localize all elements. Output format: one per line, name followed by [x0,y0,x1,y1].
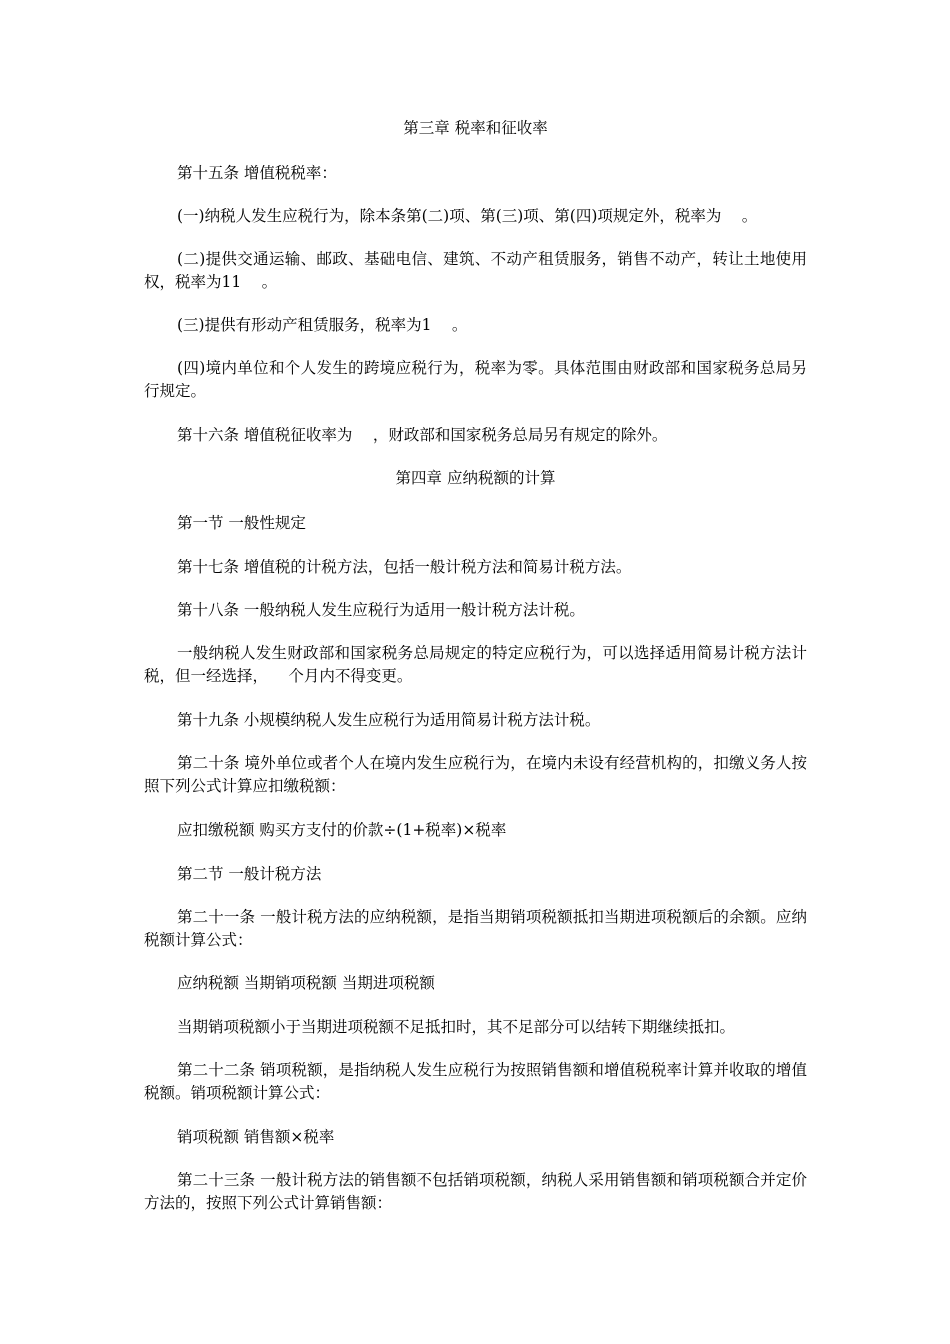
paragraph-article-18: 第十八条 一般纳税人发生应税行为适用一般计税方法计税。 [177,601,585,619]
paragraph-article-21: 第二十一条 一般计税方法的应纳税额，是指当期销项税额抵扣当期进项税额后的余额。应纳税额计算公式： [144,908,807,949]
section-1-title: 第一节 一般性规定 [177,514,306,532]
paragraph-carry-forward: 当期销项税额小于当期进项税额不足抵扣时，其不足部分可以结转下期继续抵扣。 [177,1018,736,1036]
formula-output-tax: 销项税额 销售额×税率 [177,1128,335,1146]
paragraph-rate-item-3: (三)提供有形动产租赁服务，税率为1 。 [177,316,468,334]
paragraph-rate-item-2: (二)提供交通运输、邮政、基础电信、建筑、不动产租赁服务，销售不动产，转让土地使用权，税率为11 。 [144,250,807,291]
paragraph-article-20: 第二十条 境外单位或者个人在境内发生应税行为，在境内未设有经营机构的，扣缴义务人按照下列公式计算应扣缴税额： [144,754,807,795]
paragraph-article-19: 第十九条 小规模纳税人发生应税行为适用简易计税方法计税。 [177,711,601,729]
chapter-3-title: 第三章 税率和征收率 [403,119,548,137]
chapter-4-title: 第四章 应纳税额的计算 [395,469,556,487]
paragraph-article-17: 第十七条 增值税的计税方法，包括一般计税方法和简易计税方法。 [177,558,632,576]
formula-tax-payable: 应纳税额 当期销项税额 当期进项税额 [177,974,435,992]
section-2-title: 第二节 一般计税方法 [177,865,322,883]
paragraph-article-16: 第十六条 增值税征收率为 ，财政部和国家税务总局另有规定的除外。 [177,426,668,444]
formula-withholding-tax: 应扣缴税额 购买方支付的价款÷(1+税率)×税率 [177,821,507,839]
paragraph-article-15: 第十五条 增值税税率： [177,164,337,182]
paragraph-rate-item-4: (四)境内单位和个人发生的跨境应税行为，税率为零。具体范围由财政部和国家税务总局另行规定。 [144,359,807,400]
paragraph-rate-item-1: (一)纳税人发生应税行为，除本条第(二)项、第(三)项、第(四)项规定外，税率为 。 [177,207,758,225]
paragraph-simple-method-option: 一般纳税人发生财政部和国家税务总局规定的特定应税行为，可以选择适用简易计税方法计税，但一经选择， 个月内不得变更。 [144,644,807,685]
paragraph-article-23: 第二十三条 一般计税方法的销售额不包括销项税额，纳税人采用销售额和销项税额合并定价方法的，按照下列公式计算销售额： [144,1171,807,1212]
paragraph-article-22: 第二十二条 销项税额，是指纳税人发生应税行为按照销售额和增值税税率计算并收取的增值税额。销项税额计算公式： [144,1061,807,1102]
